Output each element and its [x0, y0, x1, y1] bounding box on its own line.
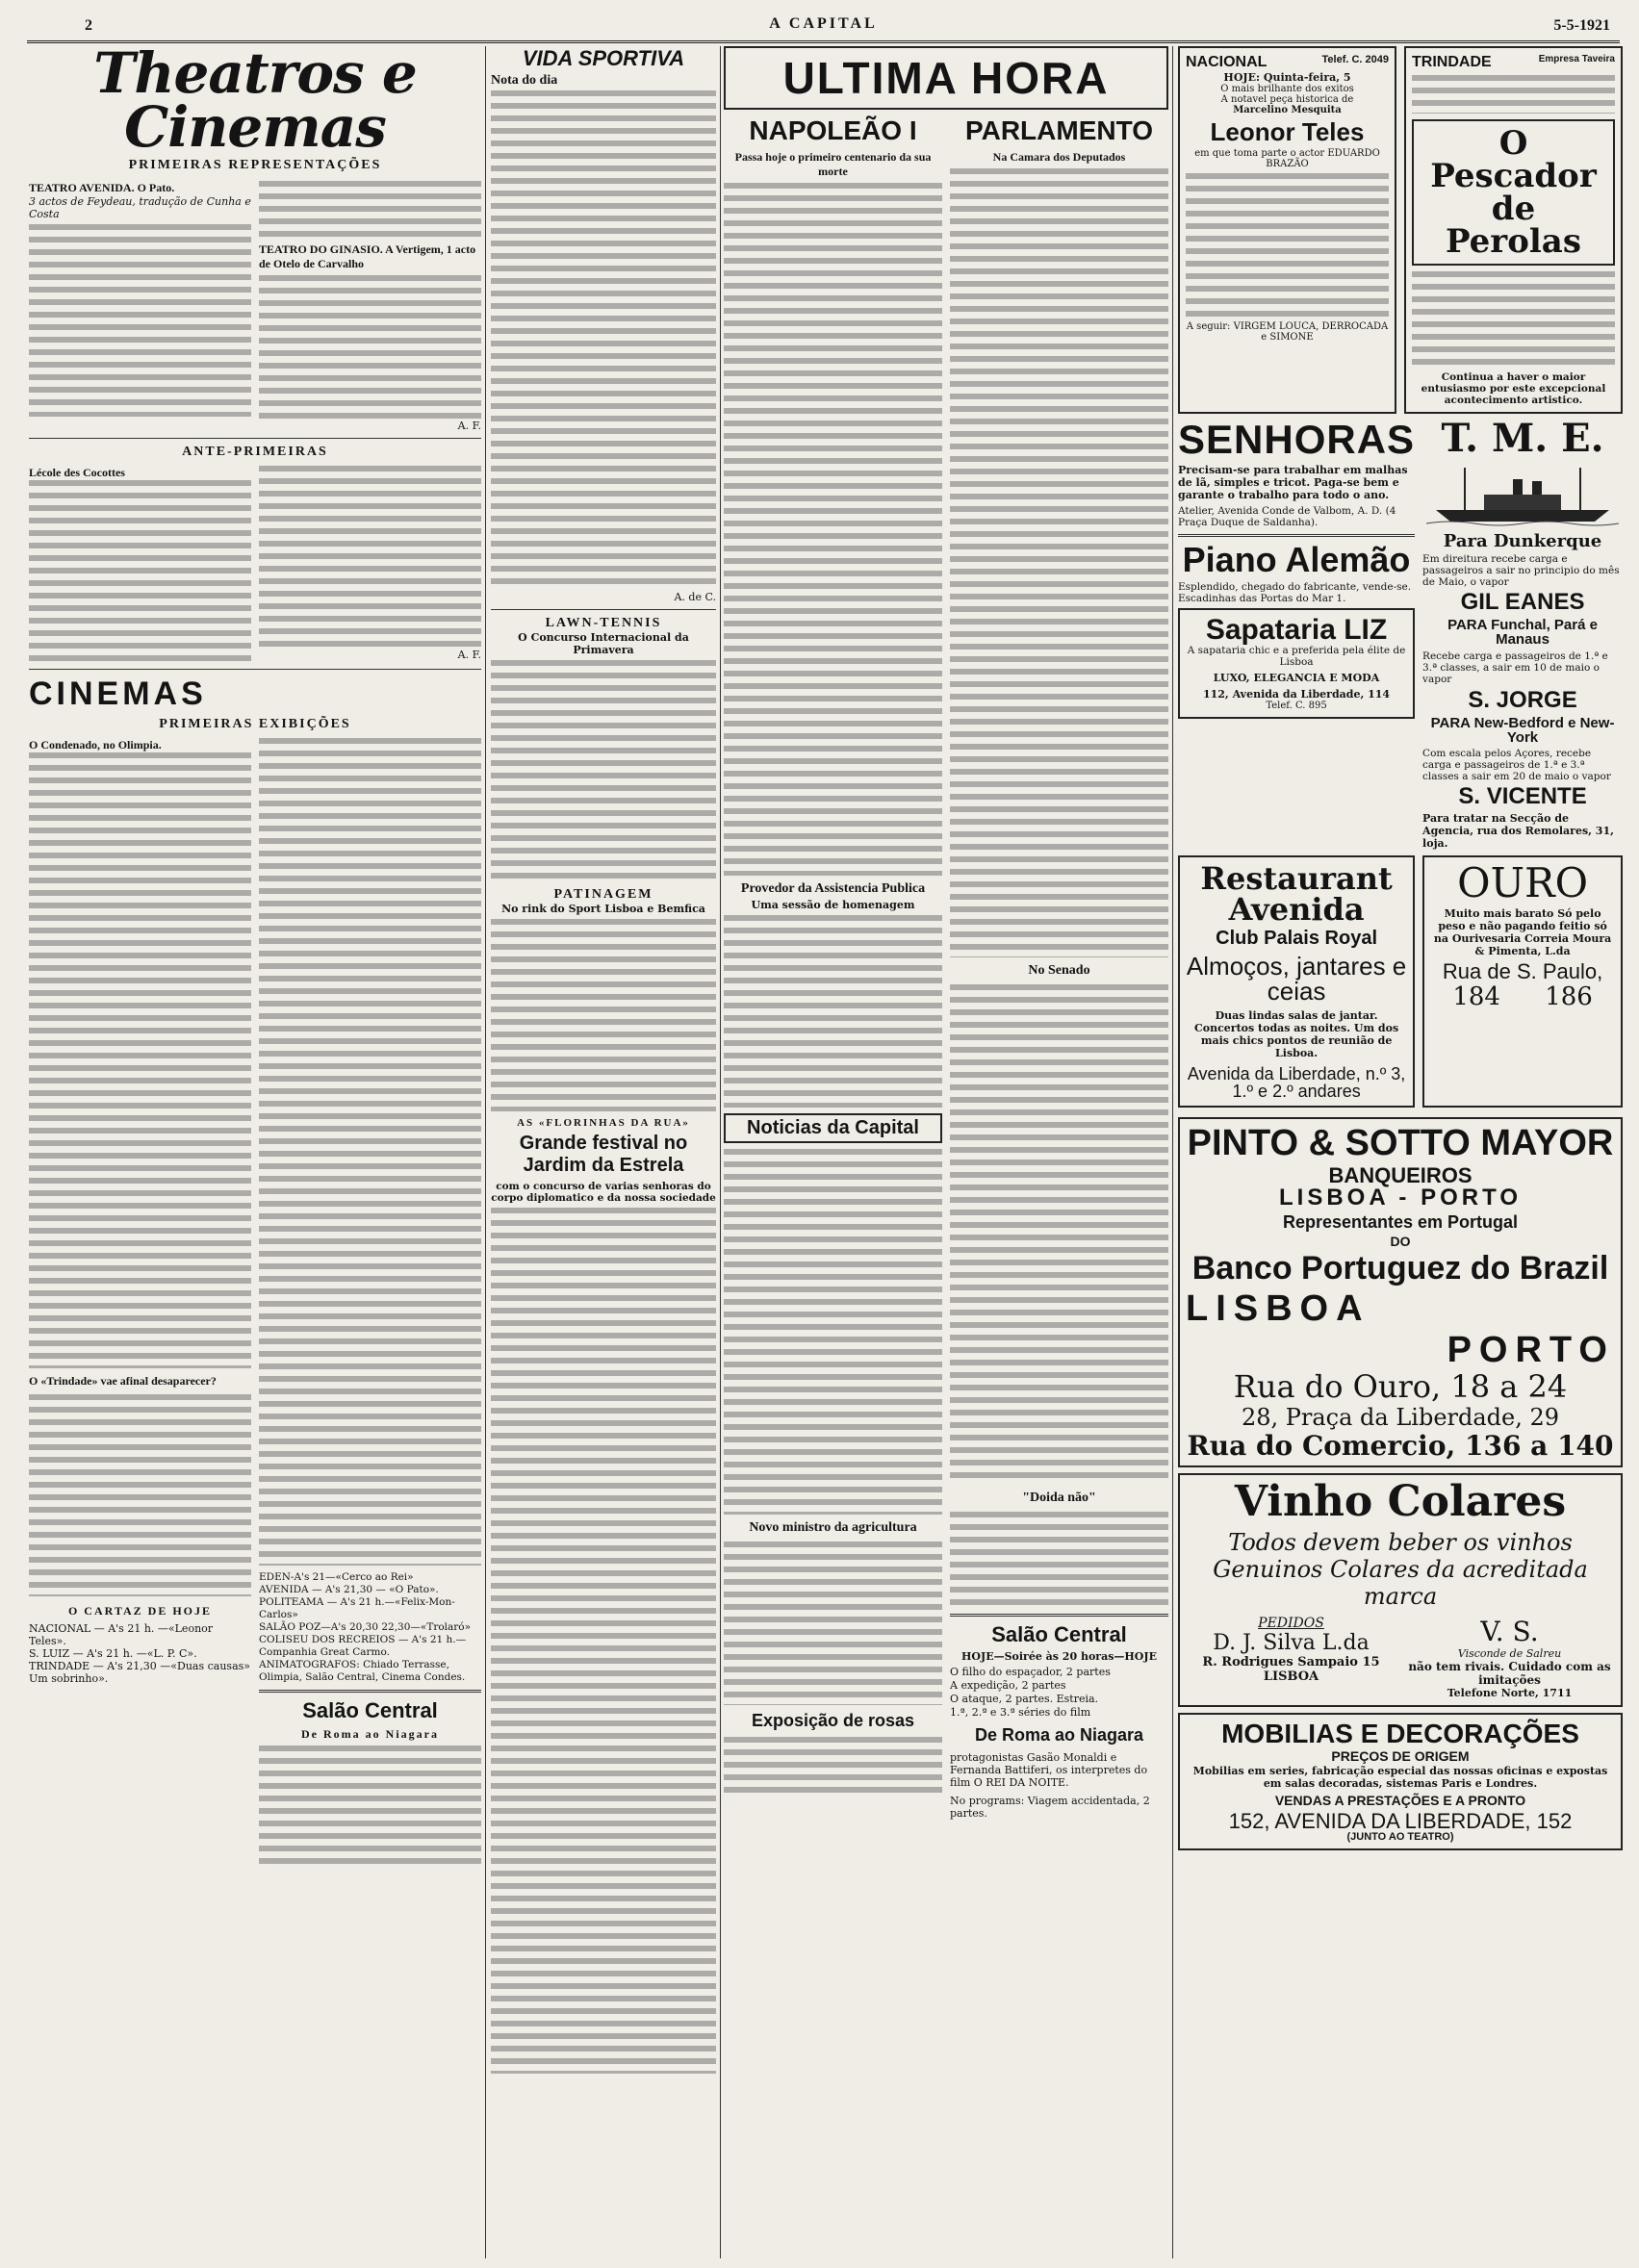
news-column: [724, 46, 1168, 2258]
article-text: [724, 915, 942, 1108]
nacional-ad: [1178, 46, 1396, 414]
cartaz-item: AVENIDA — A's 21,30 — «O Pato».: [259, 1584, 439, 1595]
senhoras-addr: Atelier, Avenida Conde de Valbom, A. D. (4 Praça Duque de Saldanha).: [1178, 505, 1396, 528]
telefone: Telefone Norte, 1711: [1447, 1687, 1573, 1699]
sapataria-sub: A sapataria chic e a preferida pela élite de Lisboa: [1187, 645, 1406, 668]
review-subtitle: 3 actos de Feydeau, tradução de Cunha e Costa: [29, 195, 251, 220]
s-vicente: S. VICENTE: [1458, 783, 1587, 809]
ultima-hora-heading: ULTIMA HORA: [782, 53, 1110, 103]
article-signature: A. de C.: [674, 591, 716, 603]
sapataria-addr: 112, Avenida da Liberdade, 114: [1202, 688, 1391, 701]
cartaz-item: EDEN-A's 21—«Cerco ao Rei»: [259, 1571, 414, 1583]
banqueiros: BANQUEIROS: [1328, 1163, 1473, 1187]
provedor-heading: Provedor da Assistencia Publica: [740, 881, 926, 896]
protagonistas-text: protagonistas Gasão Monaldi e Fernanda Battiferi, os interpretes do film O REI DA NOITE.: [950, 1751, 1148, 1789]
review-text: [259, 181, 481, 239]
restaurant-salas: Duas lindas salas de jantar. Concertos todas as noites. Um dos mais chics pontos de reunião de Lisboa.: [1194, 1009, 1399, 1059]
ouro-rua: Rua de S. Paulo,: [1442, 959, 1603, 983]
article-text: [29, 480, 251, 663]
ads-column: [1178, 46, 1623, 2258]
salreu: Visconde de Salreu: [1457, 1647, 1562, 1660]
vida-sportiva-heading: VIDA SPORTIVA: [522, 46, 685, 70]
rua-comercio: Rua do Comercio, 136 a 140: [1187, 1430, 1614, 1462]
banco-title: Banco Portuguez do Brazil: [1191, 1250, 1609, 1287]
napoleao-subheading: Passa hoje o primeiro centenario da sua morte: [734, 150, 932, 178]
programas-text: No programs: Viagem accidentada, 2 partes.: [950, 1795, 1150, 1820]
cartaz-item: ANIMATOGRAFOS: Chiado Terrasse, Olimpia, Salão Central, Cinema Condes.: [259, 1659, 466, 1683]
leonor-teles: Leonor Teles: [1210, 117, 1365, 146]
article-text: [950, 1512, 1168, 1608]
tme-text: Em direitura recebe carga e passageiros a sair no principio do mês de Maio, o vapor: [1422, 553, 1620, 588]
cartaz-item: Um sobrinho».: [29, 1672, 109, 1685]
salao-hoje: HOJE—Soirée às 20 horas—HOJE: [961, 1650, 1157, 1663]
cinemas-heading: CINEMAS: [29, 675, 207, 712]
festival-heading: Grande festival no Jardim da Estrela: [519, 1133, 688, 1176]
vinho-title: Vinho Colares: [1234, 1477, 1567, 1526]
sapataria-tag: LUXO, ELEGANCIA E MODA: [1213, 672, 1380, 684]
junto: (JUNTO AO TEATRO): [1346, 1831, 1454, 1843]
doida-heading: "Doida não": [1022, 1491, 1096, 1505]
piano-title: Piano Alemão: [1182, 540, 1411, 579]
silva-name: D. J. Silva L.da: [1213, 1631, 1370, 1655]
exposicao-heading: Exposição de rosas: [751, 1711, 915, 1730]
tme-dunkerque: Para Dunkerque: [1443, 531, 1602, 551]
cartaz-item: S. LUIZ — A's 21 h. —«L. P. C».: [29, 1647, 197, 1660]
leonor-sub: em que toma parte o actor EDUARDO BRAZÃO: [1194, 148, 1380, 169]
salao-programme: [950, 1666, 1168, 1720]
gil-eanes: GIL EANES: [1460, 589, 1585, 615]
trindade-title: TRINDADE: [1412, 54, 1492, 70]
vs-mark: V. S.: [1480, 1616, 1539, 1647]
ouro-ad: [1422, 855, 1623, 1108]
article-title: O «Trindade» vae afinal desaparecer?: [29, 1374, 217, 1388]
festival-subheading: com o concurso de varias senhoras do corpo diplomatico e da nossa sociedade: [491, 1181, 716, 1204]
ad-text: [1412, 75, 1615, 114]
nota-dia-heading: Nota do dia: [491, 73, 558, 88]
cartaz-item: SALÃO POZ—A's 20,30 22,30—«Trolaró»: [259, 1621, 472, 1633]
praca: 28, Praça da Liberdade, 29: [1241, 1404, 1560, 1431]
article-text: [491, 90, 716, 591]
rivals: não tem rivais. Cuidado com as imitações: [1408, 1660, 1611, 1687]
senhoras-text: Precisam-se para trabalhar em malhas de lã, simples e tricot. Paga-se bem e garante o trabalho para todo o ano.: [1178, 464, 1408, 501]
article-title: O Condenado, no Olimpia.: [29, 738, 162, 752]
banco-ad: [1178, 1117, 1623, 1467]
rink-subheading: No rink do Sport Lisboa e Bemfica: [501, 903, 705, 915]
article-text: [724, 1737, 942, 1795]
sport-column: [491, 46, 716, 2258]
sapataria-title: Sapataria LIZ: [1205, 614, 1388, 646]
funchal-title: PARA Funchal, Pará e Manaus: [1447, 617, 1598, 648]
lawn-tennis-heading: LAWN-TENNIS: [545, 616, 662, 630]
lisboa-label: LISBOA: [1263, 1669, 1319, 1684]
column-rule: [485, 46, 486, 2258]
nacional-line: A notavel peça historica de: [1220, 94, 1354, 105]
senado-heading: No Senado: [1028, 963, 1090, 978]
salao-central-heading: Salão Central: [991, 1622, 1127, 1646]
floristas-heading: AS «FLORINHAS DA RUA»: [517, 1117, 690, 1129]
restaurant-ad: [1178, 855, 1415, 1108]
page-number: 2: [85, 17, 92, 34]
article-text: [259, 1746, 481, 1871]
camara-subheading: Na Camara dos Deputados: [992, 150, 1126, 164]
rodrigues-addr: R. Rodrigues Sampaio 15: [1202, 1655, 1380, 1669]
issue-date: 5-5-1921: [1553, 17, 1610, 34]
novo-ministro-heading: Novo ministro da agricultura: [749, 1520, 917, 1535]
cartaz-item: TRINDADE — A's 21,30 —«Duas causas»: [29, 1660, 251, 1672]
review-signature: A. F.: [457, 420, 481, 432]
vinho-ad: [1178, 1473, 1623, 1707]
primeiras-heading: PRIMEIRAS REPRESENTAÇÕES: [128, 158, 382, 172]
mobilias-addr: 152, AVENIDA DA LIBERDADE, 152: [1228, 1809, 1573, 1833]
vinho-text: Todos devem beber os vinhos Genuinos Colares da acreditada marca: [1213, 1529, 1588, 1610]
ouro-title: OURO: [1457, 859, 1589, 906]
funchal-text: Recebe carga e passageiros de 1.ª e 3.ª classes, a sair em 10 de maio o vapor: [1422, 650, 1608, 685]
tme-title: T. M. E.: [1441, 416, 1604, 461]
article-text: [491, 919, 716, 1111]
senhoras-title: SENHORAS: [1178, 417, 1416, 462]
precos: PREÇOS DE ORIGEM: [1331, 1748, 1470, 1764]
trindade-empresa: Empresa Taveira: [1538, 54, 1615, 64]
pedidos-label: PEDIDOS: [1258, 1616, 1324, 1631]
napoleao-heading: NAPOLEÃO I: [749, 115, 917, 145]
new-bedford-title: PARA New-Bedford e New-York: [1430, 715, 1615, 746]
representantes: Representantes em Portugal: [1282, 1212, 1519, 1232]
rua-ouro: Rua do Ouro, 18 a 24: [1233, 1368, 1568, 1405]
cartaz-item: COLISEU DOS RECREIOS — A's 21 h.—Companhia Great Carmo.: [259, 1634, 467, 1658]
mobilias-text: Mobilias em series, fabricação especial das nossas oficinas e expostas em salas decoradas, sistemas Paris e Londres.: [1192, 1765, 1608, 1790]
review-title: TEATRO AVENIDA. O Pato.: [29, 181, 175, 194]
nacional-line: O mais brilhante dos exitos: [1220, 84, 1354, 94]
article-text: [29, 752, 251, 1368]
article-text: [259, 738, 481, 1566]
cartaz-item: POLITEAMA — A's 21 h.—«Felix-Mon-Carlos»: [259, 1596, 455, 1620]
nacional-title: NACIONAL: [1186, 54, 1268, 70]
noticias-heading: Noticias da Capital: [747, 1117, 919, 1138]
nacional-hoje: HOJE: Quinta-feira, 5: [1223, 71, 1351, 84]
lisboa-porto: LISBOA - PORTO: [1278, 1185, 1522, 1210]
banco-porto: PORTO: [1447, 1330, 1615, 1370]
pescador-footer: Continua a haver o maior entusiasmo por este excepcional acontecimento artistico.: [1421, 371, 1606, 406]
column-rule: [720, 46, 721, 2258]
roma-niagara-heading: De Roma ao Niagara: [301, 1727, 439, 1741]
article-text: [950, 168, 1168, 957]
banco-lisboa: LISBOA: [1186, 1288, 1370, 1329]
newspaper-title: A CAPITAL: [769, 15, 878, 32]
review-title: TEATRO DO GINASIO. A Vertigem, 1 acto de Otelo de Carvalho: [259, 242, 476, 270]
nacional-footer: A seguir: VIRGEM LOUCA, DERROCADA e SIMONE: [1186, 321, 1389, 343]
masthead: [27, 10, 1620, 43]
article-text: [724, 1542, 942, 1705]
ship-icon: [1426, 462, 1619, 529]
patinagem-heading: PATINAGEM: [553, 887, 653, 902]
pinto-title: PINTO & SOTTO MAYOR: [1187, 1123, 1614, 1163]
homenagem-subheading: Uma sessão de homenagem: [751, 899, 915, 911]
ad-text: [1186, 173, 1389, 318]
ouro-number: 186: [1545, 982, 1593, 1011]
parlamento-heading: PARLAMENTO: [965, 115, 1153, 145]
ouro-text: Muito mais barato Só pelo peso e não pagando feitio só na Ourivesaria Correia Moura & Pimenta, L.da: [1433, 907, 1612, 957]
article-text: [491, 660, 716, 881]
ante-primeiras-heading: ANTE-PRIMEIRAS: [182, 445, 328, 459]
mobilias-ad: [1178, 1713, 1623, 1850]
theatre-column: [29, 46, 481, 2258]
exibicoes-heading: PRIMEIRAS EXIBIÇÕES: [159, 717, 351, 731]
salao-item: O filho do espaçador, 2 partes: [950, 1666, 1111, 1678]
new-bedford-text: Com escala pelos Açores, recebe carga e passageiros de 1.ª e 3.ª classes a sair em 20 de maio o vapor: [1422, 748, 1611, 782]
almocos-title: Almoços, jantares e ceias: [1186, 952, 1407, 1006]
ad-text: [1412, 271, 1615, 368]
article-text: [724, 183, 942, 876]
cartaz-item: NACIONAL — A's 21 h. —«Leonor Teles».: [29, 1622, 214, 1647]
salao-central-heading: Salão Central: [302, 1698, 438, 1722]
nacional-tel: Telef. C. 2049: [1321, 54, 1389, 65]
article-signature: A. F.: [457, 649, 481, 661]
sapataria-ad: [1178, 608, 1415, 719]
article-text: [724, 1149, 942, 1515]
review-text: [29, 224, 251, 417]
article-text: [29, 1394, 251, 1596]
concurso-subheading: O Concurso Internacional da Primavera: [518, 631, 689, 656]
salao-item: 1.ª, 2.ª e 3.ª séries do film: [950, 1706, 1091, 1719]
article-title: Lécole des Cocottes: [29, 466, 125, 479]
restaurant-title: Restaurant Avenida: [1200, 860, 1393, 928]
trindade-ad: [1404, 46, 1623, 414]
club-title: Club Palais Royal: [1216, 928, 1378, 949]
restaurant-addr: Avenida da Liberdade, n.º 3, 1.º e 2.º andares: [1187, 1064, 1406, 1101]
roma-niagara-heading: De Roma ao Niagara: [974, 1725, 1144, 1745]
s-vicente-text: Para tratar na Secção de Agencia, rua dos Remolares, 31, loja.: [1422, 812, 1614, 850]
mobilias-title: MOBILIAS E DECORAÇÕES: [1221, 1719, 1579, 1748]
piano-text: Esplendido, chegado do fabricante, vende-se. Escadinhas das Portas do Mar 1.: [1178, 581, 1412, 604]
cartaz-heading: O CARTAZ DE HOJE: [67, 1604, 213, 1618]
s-jorge: S. JORGE: [1468, 687, 1577, 713]
salao-item: A expedição, 2 partes: [950, 1679, 1066, 1692]
column-rule: [1172, 46, 1173, 2258]
salao-item: O ataque, 2 partes. Estreia.: [950, 1693, 1099, 1705]
pescador-title: O Pescador de Perolas: [1430, 124, 1597, 261]
article-text: [950, 984, 1168, 1485]
theatre-reviews: [29, 181, 481, 432]
nacional-line: Marcelino Mesquita: [1233, 105, 1342, 115]
ouro-number: 184: [1452, 982, 1500, 1011]
theatre-heading: Theatros e Cinemas: [93, 46, 417, 160]
review-text: [259, 275, 481, 420]
vendas: VENDAS A PRESTAÇÕES E A PRONTO: [1274, 1793, 1526, 1808]
do-label: DO: [1390, 1234, 1411, 1249]
cartaz-list-right: [259, 1571, 481, 1684]
article-text: [491, 1208, 716, 2074]
cartaz-list: [29, 1622, 251, 1685]
sapataria-tel: Telef. C. 895: [1266, 701, 1327, 711]
article-text: [259, 466, 481, 649]
